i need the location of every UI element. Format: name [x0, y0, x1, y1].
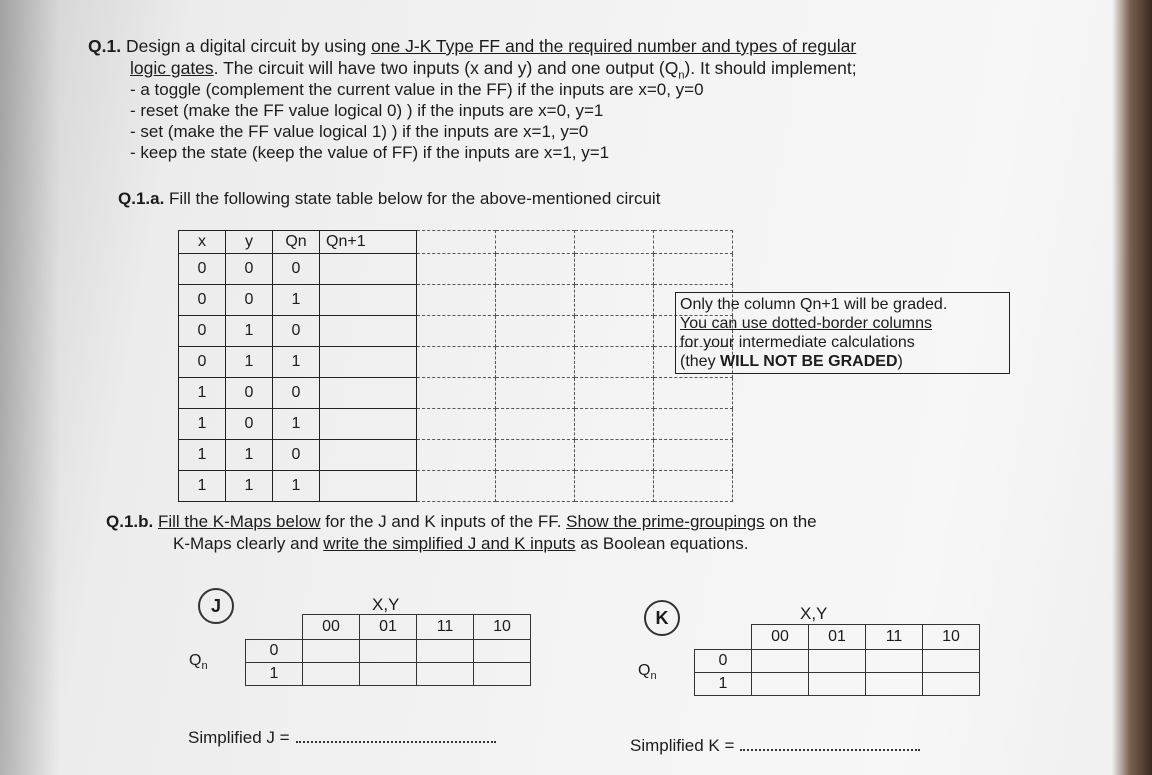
kmap-k-cell[interactable]	[866, 650, 923, 673]
scratch-cell[interactable]	[496, 409, 575, 440]
cell-y: 0	[226, 378, 273, 409]
part-b-heading: Q.1.b. Fill the K-Maps below for the J and K inputs of the FF. Show the prime-groupings on the	[106, 512, 817, 531]
state-table-row	[179, 440, 733, 471]
cell-y: 0	[226, 409, 273, 440]
cell-qn1-answer[interactable]	[320, 378, 417, 409]
state-table-row	[179, 316, 733, 347]
part-a-heading: Q.1.a. Fill the following state table below for the above-mentioned circuit	[118, 189, 661, 208]
kmap-j-cell[interactable]	[303, 663, 360, 686]
scratch-header-3	[575, 231, 654, 254]
kmap-j-cell[interactable]	[474, 640, 531, 663]
state-table-row	[179, 471, 733, 502]
kmap-j	[183, 614, 531, 686]
kmap-k-col-10: 10	[923, 625, 980, 650]
cell-qn: 0	[273, 316, 320, 347]
kmap-k-cell[interactable]	[752, 673, 809, 696]
cell-qn1-answer[interactable]	[320, 316, 417, 347]
cell-y: 1	[226, 440, 273, 471]
simplified-j: Simplified J =	[188, 728, 496, 748]
cell-qn1-answer[interactable]	[320, 347, 417, 378]
state-table-body	[179, 254, 733, 502]
scratch-cell[interactable]	[417, 285, 496, 316]
kmap-k-label: K	[644, 600, 680, 636]
simplified-k-blank[interactable]	[740, 749, 920, 751]
cell-qn: 0	[273, 440, 320, 471]
scratch-cell[interactable]	[575, 440, 654, 471]
cell-x: 1	[179, 409, 226, 440]
kmap-j-row-0: 0	[246, 640, 303, 663]
kmap-j-cell[interactable]	[360, 663, 417, 686]
kmap-j-col-10: 10	[474, 615, 531, 640]
cell-x: 0	[179, 285, 226, 316]
scratch-cell[interactable]	[575, 347, 654, 378]
kmap-k-row-0: 0	[695, 650, 752, 673]
cell-qn: 1	[273, 285, 320, 316]
kmap-j-row-var: $Q_n$	[183, 640, 246, 686]
kmap-j-label: J	[198, 588, 234, 624]
scratch-cell[interactable]	[496, 378, 575, 409]
cell-y: 0	[226, 254, 273, 285]
scratch-header-1	[417, 231, 496, 254]
cell-qn1-answer[interactable]	[320, 254, 417, 285]
scratch-cell[interactable]	[496, 440, 575, 471]
kmap-j-cell[interactable]	[360, 640, 417, 663]
bullet-toggle: - a toggle (complement the current value in the FF) if the inputs are x=0, y=0	[130, 80, 704, 99]
header-y: y	[226, 231, 273, 254]
simplified-k: Simplified K =	[630, 736, 920, 756]
page-shadow	[0, 0, 60, 775]
scratch-cell[interactable]	[496, 285, 575, 316]
cell-qn: 0	[273, 254, 320, 285]
cell-x: 1	[179, 471, 226, 502]
scratch-cell[interactable]	[496, 471, 575, 502]
scratch-header-2	[496, 231, 575, 254]
kmap-k-cell[interactable]	[923, 650, 980, 673]
scratch-cell[interactable]	[575, 409, 654, 440]
kmap-k-cell[interactable]	[752, 650, 809, 673]
cell-qn1-answer[interactable]	[320, 409, 417, 440]
kmap-j-row-1: 1	[246, 663, 303, 686]
kmap-j-col-01: 01	[360, 615, 417, 640]
scratch-cell[interactable]	[496, 316, 575, 347]
state-table-row	[179, 254, 733, 285]
cell-y: 1	[226, 471, 273, 502]
kmap-k-cell[interactable]	[866, 673, 923, 696]
cell-x: 1	[179, 378, 226, 409]
scratch-cell[interactable]	[417, 378, 496, 409]
scratch-cell[interactable]	[417, 316, 496, 347]
scratch-cell[interactable]	[417, 347, 496, 378]
header-x: x	[179, 231, 226, 254]
kmap-k-var: X,Y	[800, 604, 828, 623]
scratch-cell[interactable]	[496, 254, 575, 285]
cell-qn: 1	[273, 347, 320, 378]
cell-y: 1	[226, 347, 273, 378]
scratch-cell[interactable]	[417, 254, 496, 285]
kmap-j-var: X,Y	[372, 595, 400, 614]
state-table-header	[179, 231, 733, 254]
state-table-row	[179, 378, 733, 409]
kmap-j-cell[interactable]	[474, 663, 531, 686]
question-title-line2: logic gates. The circuit will have two inputs (x and y) and one output $(Q_n)$. It should implement;	[130, 58, 857, 82]
cell-qn: 0	[273, 378, 320, 409]
cell-qn1-answer[interactable]	[320, 471, 417, 502]
part-b-line2: K-Maps clearly and write the simplified J and K inputs as Boolean equations.	[173, 534, 749, 553]
cell-x: 1	[179, 440, 226, 471]
scratch-cell[interactable]	[575, 285, 654, 316]
kmap-j-cell[interactable]	[417, 640, 474, 663]
scratch-cell[interactable]	[654, 378, 733, 409]
kmap-k-row-1: 1	[695, 673, 752, 696]
header-qn: Qn	[273, 231, 320, 254]
page-edge	[1112, 0, 1152, 775]
grading-note: Only the column Qn+1 will be graded. You can use dotted-border columns for your intermediate calculations (they WILL NOT BE GRADED)	[675, 292, 1010, 374]
kmap-k-col-00: 00	[752, 625, 809, 650]
scratch-cell[interactable]	[496, 347, 575, 378]
scratch-cell[interactable]	[575, 471, 654, 502]
state-table-row	[179, 409, 733, 440]
scratch-cell[interactable]	[417, 471, 496, 502]
kmap-k-col-11: 11	[866, 625, 923, 650]
scratch-header-4	[654, 231, 733, 254]
cell-y: 1	[226, 316, 273, 347]
cell-qn: 1	[273, 471, 320, 502]
cell-qn1-answer[interactable]	[320, 285, 417, 316]
state-table-row	[179, 347, 733, 378]
cell-y: 0	[226, 285, 273, 316]
kmap-k-row-var: $Q_n$	[632, 650, 695, 696]
scratch-cell[interactable]	[575, 316, 654, 347]
kmap-k-col-01: 01	[809, 625, 866, 650]
bullet-reset: - reset (make the FF value logical 0) ) if the inputs are x=0, y=1	[130, 101, 604, 120]
cell-x: 0	[179, 254, 226, 285]
kmap-k-cell[interactable]	[809, 650, 866, 673]
scratch-cell[interactable]	[654, 471, 733, 502]
cell-x: 0	[179, 316, 226, 347]
scratch-cell[interactable]	[417, 440, 496, 471]
question-title: Q.1. Design a digital circuit by using one J-K Type FF and the required number and types of regular	[88, 36, 857, 56]
kmap-j-col-11: 11	[417, 615, 474, 640]
state-table-row	[179, 285, 733, 316]
scratch-cell[interactable]	[654, 440, 733, 471]
kmap-k	[632, 624, 980, 696]
kmap-j-col-00: 00	[303, 615, 360, 640]
cell-x: 0	[179, 347, 226, 378]
kmap-k-cell[interactable]	[923, 673, 980, 696]
kmap-k-cell[interactable]	[809, 673, 866, 696]
cell-qn: 1	[273, 409, 320, 440]
scratch-cell[interactable]	[575, 254, 654, 285]
kmap-j-cell[interactable]	[303, 640, 360, 663]
bullet-keep: - keep the state (keep the value of FF) if the inputs are x=1, y=1	[130, 143, 610, 162]
simplified-j-blank[interactable]	[296, 741, 496, 743]
cell-qn1-answer[interactable]	[320, 440, 417, 471]
header-qn1: Qn+1	[320, 231, 417, 254]
state-table	[178, 230, 733, 502]
scratch-cell[interactable]	[417, 409, 496, 440]
kmap-j-cell[interactable]	[417, 663, 474, 686]
bullet-set: - set (make the FF value logical 1) ) if the inputs are x=1, y=0	[130, 122, 589, 141]
scratch-cell[interactable]	[654, 254, 733, 285]
scratch-cell[interactable]	[654, 409, 733, 440]
scratch-cell[interactable]	[575, 378, 654, 409]
